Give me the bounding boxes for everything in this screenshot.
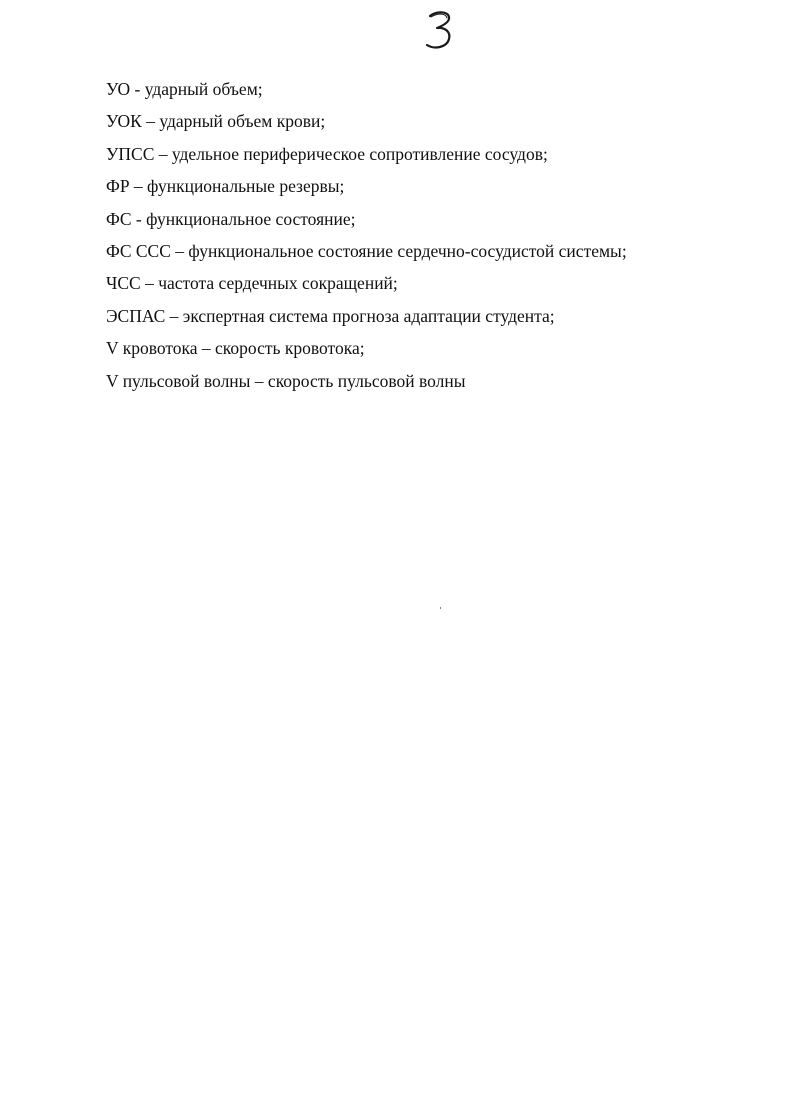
abbreviation-item: УПСС – удельное периферическое сопротивление сосудов;	[106, 143, 548, 164]
abbreviation-list	[106, 73, 766, 397]
abbreviation-item: V кровотока – скорость кровотока;	[106, 338, 365, 359]
abbreviation-item: ЭСПАС – экспертная система прогноза адаптации студента;	[106, 305, 555, 326]
handwritten-page-number	[418, 8, 458, 54]
abbreviation-item: ЧСС – частота сердечных сокращений;	[106, 273, 398, 294]
handwritten-three-mark	[418, 8, 458, 54]
abbreviation-item: ФР – функциональные резервы;	[106, 176, 345, 197]
scan-speck	[440, 607, 441, 609]
abbreviation-item: V пульсовой волны – скорость пульсовой волны	[106, 370, 466, 391]
abbreviation-item: УОК – ударный объем крови;	[106, 111, 326, 132]
abbreviation-item: ФС ССС – функциональное состояние сердечно-сосудистой системы;	[106, 240, 627, 261]
abbreviation-item: ФС - функциональное состояние;	[106, 208, 356, 229]
abbreviation-item: УО - ударный объем;	[106, 79, 263, 99]
